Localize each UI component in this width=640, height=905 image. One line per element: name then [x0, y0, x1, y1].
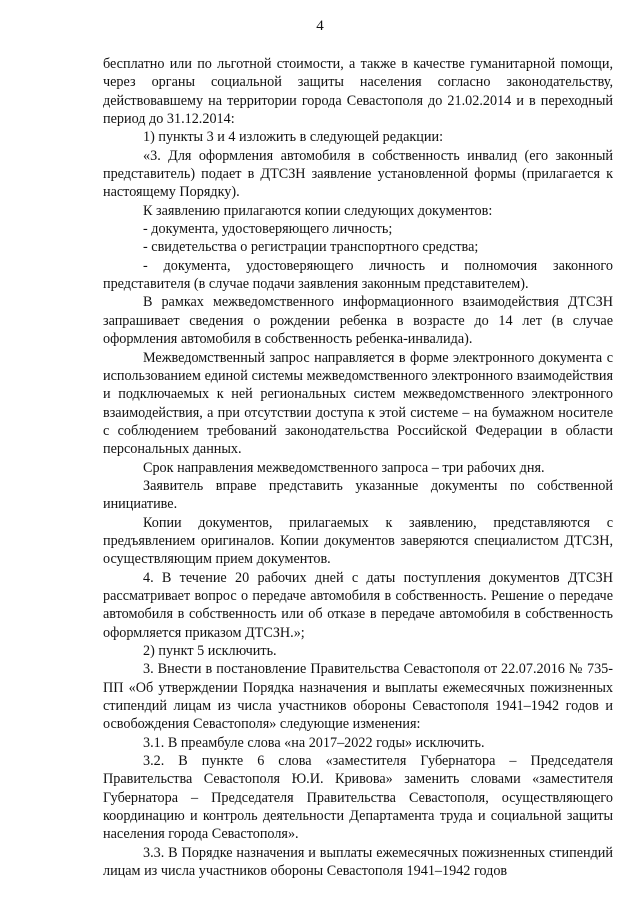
- paragraph-item-1-header: 1) пункты 3 и 4 изложить в следующей редакции:: [143, 129, 444, 146]
- page-number: 4: [316, 18, 324, 34]
- paragraph-continuation: бесплатно или по льготной стоимости, а также в качестве гуманитарной помощи, через органы социальной защиты населения согласно законодательству, действовавшему на территории города Севастополя до 21.02.2014 и в переходный период до 31.12.2014:: [103, 56, 613, 128]
- paragraph-document-copies: Копии документов, прилагаемых к заявлению, представляются с предъявлением оригиналов. Копии документов заверяются специалистом ДТСЗН, осуществляющим прием документов.: [103, 514, 613, 568]
- list-item-identity-document: - документа, удостоверяющего личность;: [143, 221, 393, 238]
- paragraph-clause-3: «3. Для оформления автомобиля в собственность инвалид (его законный представитель) подает в ДТСЗН заявление установленной формы (прилагается к настоящему Порядку).: [103, 147, 613, 201]
- list-item-representative-document: - документа, удостоверяющего личность и полномочия законного представителя (в случае подачи заявления законным представителем).: [103, 257, 613, 293]
- paragraph-section-3-2: 3.2. В пункте 6 слова «заместителя Губернатора – Председателя Правительства Севастополя Ю.И. Кривова» заменить словами «заместителя Губернатора – Председателя Правительства Севастополя, осуществляющего координацию и контроль деятельности Департамента труда и социальной защиты населения города Севастополя».: [103, 753, 613, 843]
- paragraph-request-deadline: Срок направления межведомственного запроса – три рабочих дня.: [143, 459, 545, 476]
- document-body: [103, 55, 613, 880]
- paragraph-clause-4: 4. В течение 20 рабочих дней с даты поступления документов ДТСЗН рассматривает вопрос о передаче автомобиля в собственность. Решение о передаче автомобиля в собственность или об отказе в передаче автомобиля в собственность оформляется приказом ДТСЗН.»;: [103, 569, 613, 641]
- paragraph-item-2: 2) пункт 5 исключить.: [143, 643, 277, 659]
- paragraph-interagency-cooperation: В рамках межведомственного информационного взаимодействия ДТСЗН запрашивает сведения о рождении ребенка в возрасте до 14 лет (в случае оформления автомобиля в собственность ребенка-инвалида).: [103, 294, 613, 348]
- paragraph-attachments-intro: К заявлению прилагаются копии следующих документов:: [143, 202, 493, 219]
- paragraph-section-3-3: 3.3. В Порядке назначения и выплаты ежемесячных пожизненных стипендий лицам из числа участников обороны Севастополя 1941–1942 годов: [103, 844, 613, 880]
- paragraph-applicant-initiative: Заявитель вправе представить указанные документы по собственной инициативе.: [103, 477, 613, 513]
- paragraph-section-3-1: 3.1. В преамбуле слова «на 2017–2022 годы» исключить.: [143, 734, 485, 751]
- list-item-registration-certificate: - свидетельства о регистрации транспортного средства;: [143, 239, 479, 256]
- paragraph-interagency-request: Межведомственный запрос направляется в форме электронного документа с использованием единой системы межведомственного электронного взаимодействия и подключаемых к ней региональных систем межведомственного электронного взаимодействия, а при отсутствии доступа к этой системе – на бумажном носителе с соблюдением требований законодательства Российской Федерации в области персональных данных.: [103, 349, 613, 458]
- paragraph-section-3: 3. Внести в постановление Правительства Севастополя от 22.07.2016 № 735-ПП «Об утверждении Порядка назначения и выплаты ежемесячных пожизненных стипендий лицам из числа участников обороны Севастополя 1941–1942 годов и освобождения Севастополя» следующие изменения:: [103, 661, 613, 733]
